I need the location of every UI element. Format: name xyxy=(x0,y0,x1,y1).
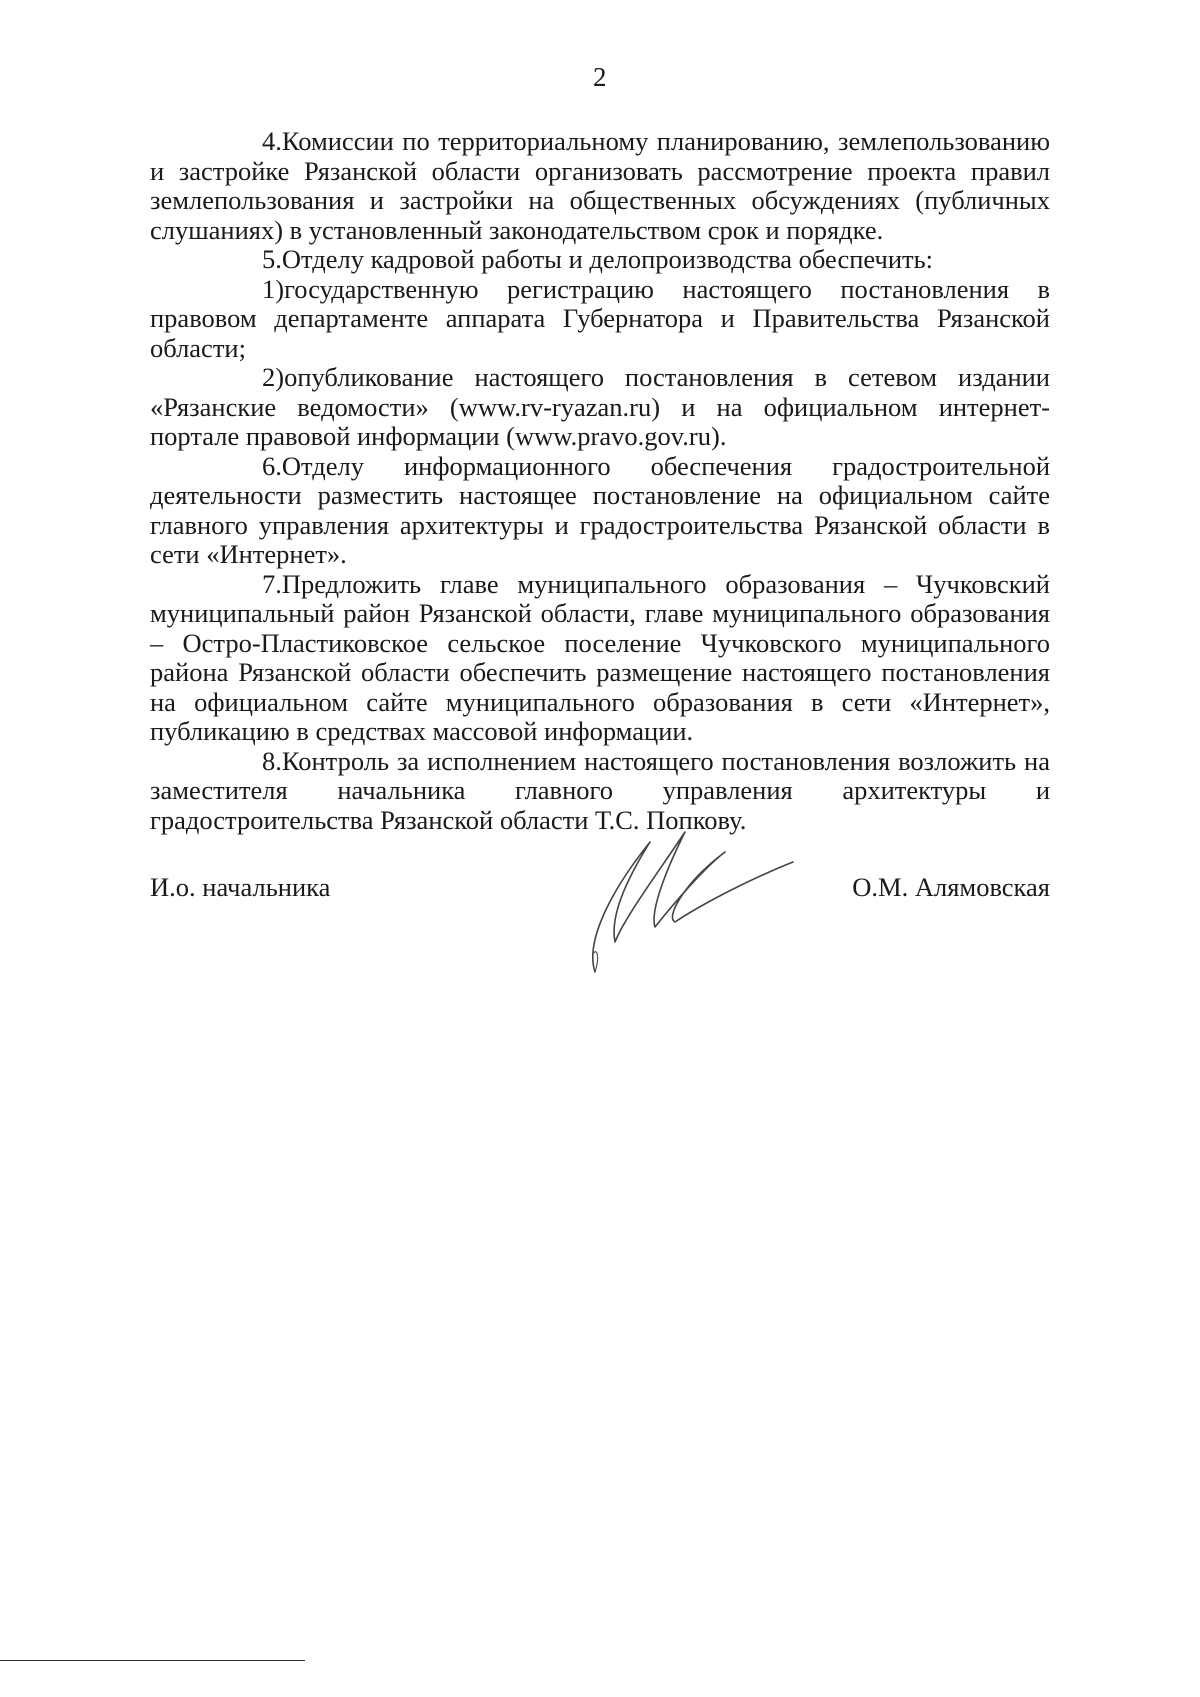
subparagraph-number: 2) xyxy=(262,362,285,392)
paragraph-number: 7. xyxy=(262,568,282,599)
paragraph-number: 4. xyxy=(262,126,282,156)
subparagraph-5-1 xyxy=(150,275,1050,364)
paragraph-text: Отделу кадровой работы и делопроизводства обеспечить: xyxy=(281,244,934,274)
paragraph-5 xyxy=(150,245,1050,275)
signature-block xyxy=(150,872,1050,982)
signatory-name: О.М. Алямовская xyxy=(852,872,1050,902)
handwritten-signature xyxy=(555,822,795,982)
paragraph-text: опубликование настоящего постановления в сетевом издании «Рязанские ведомости» (www.rv-ryazan.ru) и на официальном интернет-портале правовой информации (www.pravo.gov.ru). xyxy=(150,362,1050,451)
paragraph-6 xyxy=(150,452,1050,570)
paragraph-text: Контроль за исполнением настоящего постановления возложить на заместителя начальника главного управления архитектуры и градостроительства Рязанской области Т.С. Попкову. xyxy=(150,745,1050,835)
document-body xyxy=(150,127,1050,835)
footer-divider xyxy=(0,1660,305,1661)
paragraph-text: Отделу информационного обеспечения градостроительной деятельности разместить настоящее постановление на официальном сайте главного управления архитектуры и градостроительства Рязанской области в сети «Интернет». xyxy=(150,450,1050,569)
paragraph-number: 5. xyxy=(262,244,282,274)
paragraph-text: Предложить главе муниципального образования – Чучковский муниципальный район Рязанской области, главе муниципального образования – Остро-Пластиковское сельское поселение Чучковского муниципального района Рязанской области обеспечить размещение настоящего постановления на официальном сайте муниципального образования в сети «Интернет», публикацию в средствах массовой информации. xyxy=(150,568,1050,746)
paragraph-4 xyxy=(150,127,1050,245)
paragraph-number: 6. xyxy=(262,450,282,481)
paragraph-number: 8. xyxy=(262,745,282,776)
subparagraph-number: 1) xyxy=(262,273,285,304)
paragraph-text: государственную регистрацию настоящего постановления в правовом департаменте аппарата Губернатора и Правительства Рязанской области; xyxy=(150,273,1050,363)
page-number: 2 xyxy=(593,62,607,92)
signatory-title: И.о. начальника xyxy=(150,872,331,902)
paragraph-7 xyxy=(150,570,1050,747)
subparagraph-5-2 xyxy=(150,363,1050,452)
paragraph-text: Комиссии по территориальному планированию, землепользованию и застройке Рязанской области организовать рассмотрение проекта правил землепользования и застройки на общественных обсуждениях (публичных слушаниях) в установленный законодательством срок и порядке. xyxy=(150,126,1050,245)
